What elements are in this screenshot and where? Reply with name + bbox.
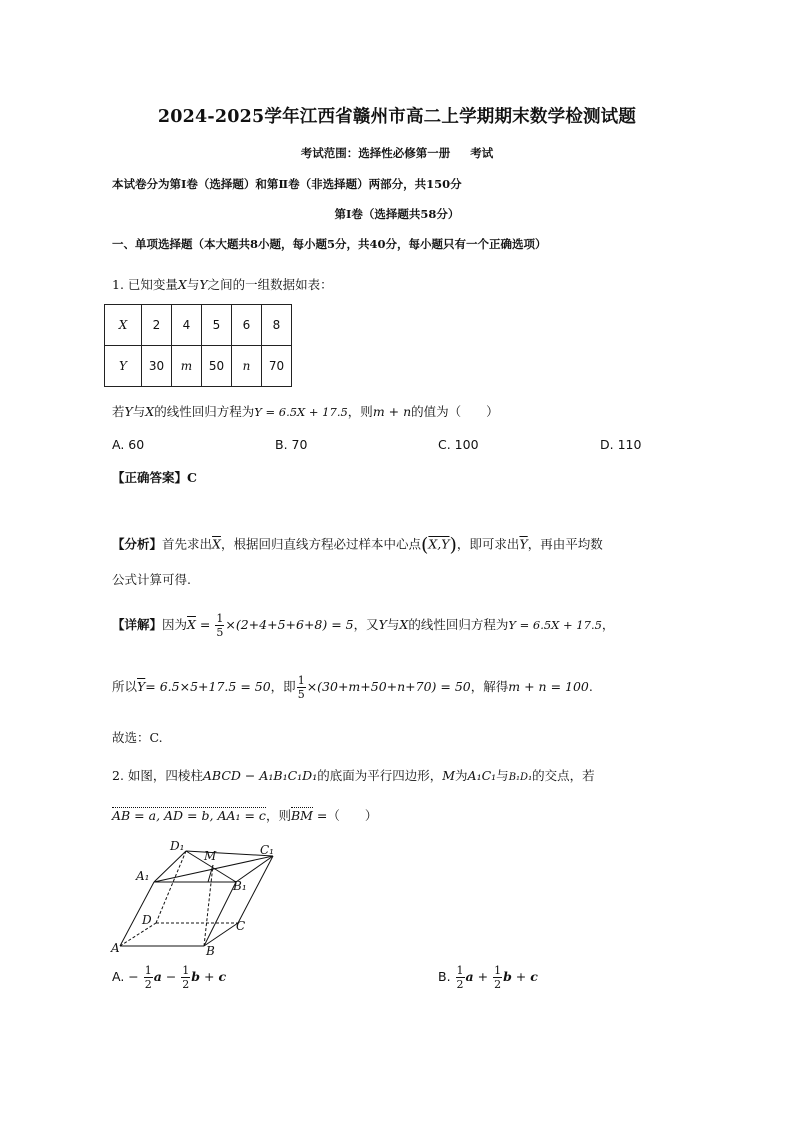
q2-prism-figure <box>108 838 288 958</box>
table-cell: 8 <box>262 305 292 346</box>
edge-d1-d <box>156 851 186 923</box>
table-cell: X <box>105 305 142 346</box>
table-cell: 30 <box>142 346 172 387</box>
q1-option-b: B. 70 <box>275 437 308 452</box>
q1-stem: 1. 已知变量X与Y之间的一组数据如表： <box>112 277 333 292</box>
table-row <box>105 305 292 346</box>
edge-b-c <box>204 923 238 946</box>
q2-option-a: A. − $\frac{1}{2}$ a − $\frac{1}{2}$ b + c <box>112 964 227 991</box>
q2-option-b: B. $\frac{1}{2}$ a + $\frac{1}{2}$ b + c <box>438 964 538 991</box>
label-d: D <box>142 913 152 927</box>
label-a: A <box>111 941 120 955</box>
table-cell: 2 <box>142 305 172 346</box>
q1-detail: 【详解】因为$\overline{X}$ = $\frac{1}{5}$ ×(2+4+5+6+8) = 5，又Y与X的线性回归方程为Y = 6.5X + 17.5， <box>112 612 615 639</box>
table-row <box>105 346 292 387</box>
q1-condition: 若Y与X的线性回归方程为Y = 6.5X + 17.5，则m + n的值为（ ） <box>112 404 499 419</box>
q1-data-table <box>104 304 292 387</box>
label-c: C <box>236 919 246 933</box>
table-cell: 4 <box>172 305 202 346</box>
exam-intro: 本试卷分为第Ⅰ卷（选择题）和第Ⅱ卷（非选择题）两部分，共150分 <box>112 177 462 191</box>
q1-option-a: A. 60 <box>112 437 145 452</box>
table-cell: 50 <box>202 346 232 387</box>
table-cell: Y <box>105 346 142 387</box>
edge-b1-b <box>204 882 236 946</box>
exam-scope: 考试范围：选择性必修第一册 <box>300 146 451 160</box>
label-a1: A₁ <box>136 869 150 883</box>
q2-condition: AB = a, AD = b, AA₁ = c，则BM =（ ） <box>112 808 378 823</box>
q1-answer: 【正确答案】C <box>112 470 197 485</box>
label-d1: D₁ <box>170 839 185 853</box>
q1-detail-line2: 所以$\overline{Y}= 6.5\times 5+17.5 = 50$，即 $\frac{1}{5}$ ×(30+m+50+n+70) = 50，解得m + n = 100. <box>112 674 593 701</box>
label-b1: B₁ <box>233 879 247 893</box>
label-c1: C₁ <box>260 843 274 857</box>
table-cell: 5 <box>202 305 232 346</box>
table-cell: m <box>172 346 202 387</box>
table-cell: n <box>232 346 262 387</box>
q2-stem: 2. 如图，四棱柱ABCD − A₁B₁C₁D₁的底面为平行四边形，M为A₁C₁与B₁D₁的交点，若 <box>112 768 595 783</box>
q1-analysis-line2: 公式计算可得. <box>112 572 191 587</box>
segment-b-m <box>204 865 213 946</box>
exam-subtitle <box>0 145 794 161</box>
page-title: 2024-2025学年江西省赣州市高二上学期期末数学检测试题 <box>157 107 637 127</box>
q1-option-d: D. 110 <box>600 437 642 452</box>
edge-a1-d1 <box>154 851 186 882</box>
exam-word: 考试 <box>470 146 494 160</box>
table-cell: 70 <box>262 346 292 387</box>
label-b: B <box>206 944 215 958</box>
q1-option-c: C. 100 <box>438 437 479 452</box>
q1-equation: Y = 6.5X + 17.5 <box>254 405 348 419</box>
table-cell: 6 <box>232 305 262 346</box>
q1-choose: 故选：C. <box>112 730 163 745</box>
q1-analysis: 【分析】首先求出$\overline{X}$，根据回归直线方程必过样本中心点(X,Y)，即可求出$\overline{Y}$，再由平均数 <box>112 534 603 556</box>
label-m: M <box>204 849 217 863</box>
section1-heading: 一、单项选择题（本大题共8小题，每小题5分，共40分，每小题只有一个正确选项） <box>112 237 547 251</box>
part1-heading: 第Ⅰ卷（选择题共58分） <box>334 207 460 221</box>
